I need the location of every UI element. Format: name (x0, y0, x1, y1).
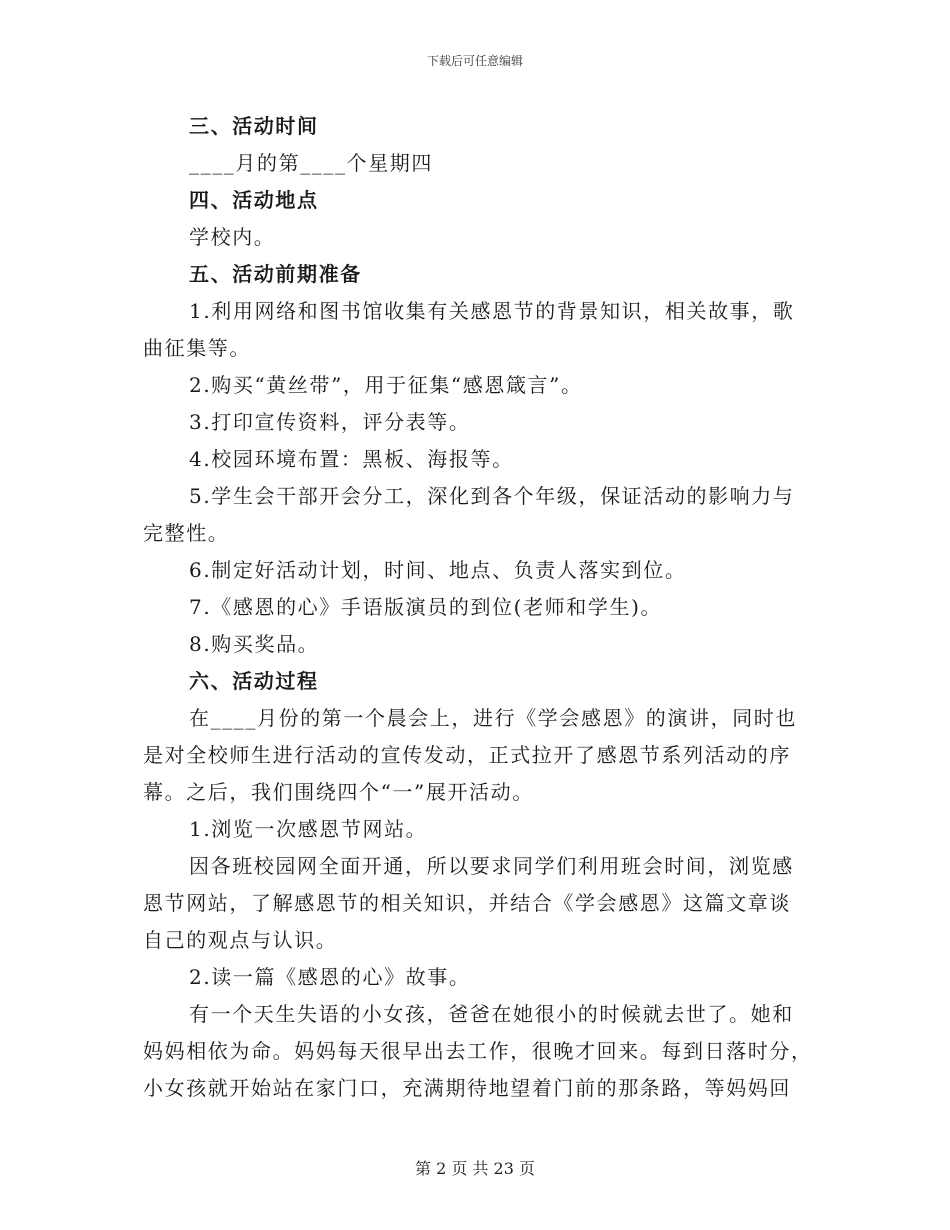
paragraph-line: 2.购买“黄丝带”，用于征集“感恩箴言”。 (189, 373, 583, 397)
paragraph-line: 幕。之后，我们围绕四个“一”展开活动。 (143, 780, 534, 804)
paragraph-line: 自己的观点与认识。 (143, 928, 338, 952)
paragraph-line: 1.利用网络和图书馆收集有关感恩节的背景知识，相关故事，歌 (189, 299, 795, 323)
paragraph-line: 完整性。 (143, 521, 230, 545)
paragraph-line: 5.学生会干部开会分工，深化到各个年级，保证活动的影响力与 (189, 484, 795, 508)
paragraph-line: 7.《感恩的心》手语版演员的到位(老师和学生)。 (189, 595, 663, 619)
section-heading: 六、活动过程 (189, 669, 319, 693)
paragraph-line: 1.浏览一次感恩节网站。 (189, 817, 428, 841)
paragraph-line: 小女孩就开始站在家门口，充满期待地望着门前的那条路，等妈妈回 (143, 1076, 791, 1100)
paragraph-line: 8.购买奖品。 (189, 632, 320, 656)
paragraph-line: 学校内。 (189, 225, 276, 249)
paragraph-line: 妈妈相依为命。妈妈每天很早出去工作，很晚才回来。每到日落时分， (143, 1039, 813, 1063)
section-heading: 五、活动前期准备 (189, 262, 362, 286)
paragraph-line: 6.制定好活动计划，时间、地点、负责人落实到位。 (189, 558, 687, 582)
paragraph-line: 是对全校师生进行活动的宣传发动，正式拉开了感恩节系列活动的序 (143, 743, 791, 767)
paragraph-line: 2.读一篇《感恩的心》故事。 (189, 965, 471, 989)
paragraph-line: 曲征集等。 (143, 336, 251, 360)
paragraph-line: 4.校园环境布置：黑板、海报等。 (189, 447, 514, 471)
header-note: 下载后可任意编辑 (426, 54, 523, 68)
section-heading: 四、活动地点 (189, 188, 319, 212)
paragraph-line: 有一个天生失语的小女孩，爸爸在她很小的时候就去世了。她和 (189, 1002, 794, 1026)
paragraph-line: 恩节网站，了解感恩节的相关知识，并结合《学会感恩》这篇文章谈 (143, 891, 791, 915)
paragraph-line: 在____月份的第一个晨会上，进行《学会感恩》的演讲，同时也 (189, 706, 797, 730)
paragraph-line: 3.打印宣传资料，评分表等。 (189, 410, 471, 434)
section-heading: 三、活动时间 (189, 114, 319, 138)
paragraph-line: 因各班校园网全面开通，所以要求同学们利用班会时间，浏览感 (189, 854, 794, 878)
document-body (143, 108, 813, 1107)
paragraph-line: ____月的第____个星期四 (189, 151, 433, 175)
page-footer: 第 2 页 共 23 页 (415, 1159, 535, 1178)
